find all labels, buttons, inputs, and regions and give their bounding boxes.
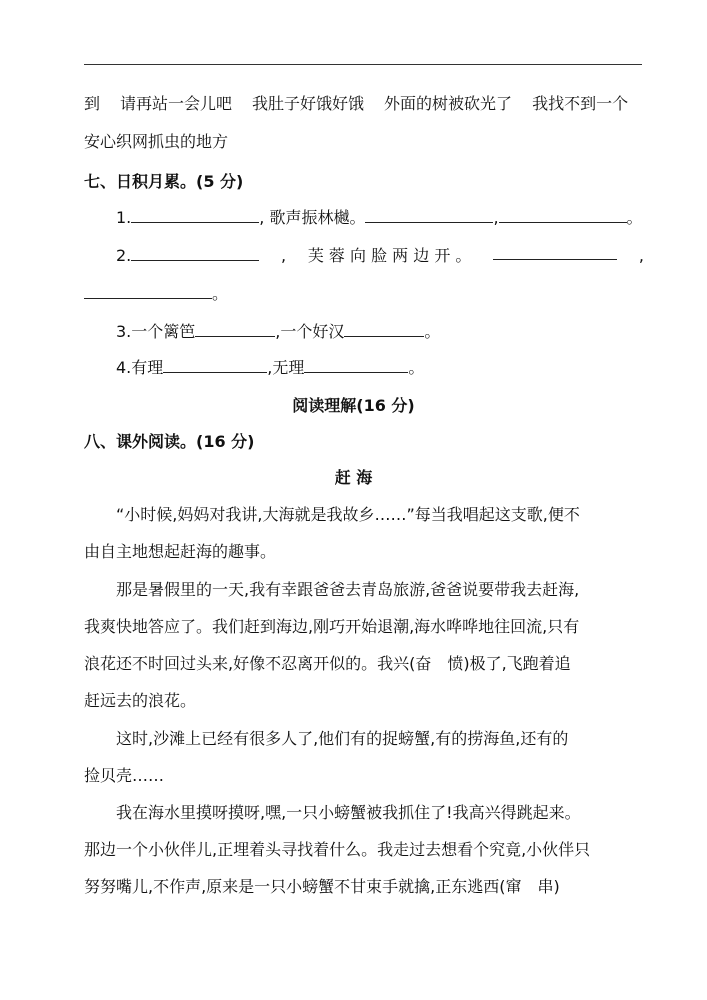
passage-line: 这时,沙滩上已经有很多人了,他们有的捉螃蟹,有的捞海鱼,还有的 [116, 729, 569, 748]
passage-line: 我爽快地答应了。我们赶到海边,刚巧开始退潮,海水哗哗地往回流,只有 [84, 617, 580, 636]
section-heading: 七、日积月累。(5 分) [84, 172, 244, 191]
option-item: 外面的树被砍光了 [384, 94, 513, 113]
section-heading: 八、课外阅读。(16 分) [84, 432, 255, 451]
answer-blank[interactable] [365, 207, 493, 223]
question-2: 2. , 芙 蓉 向 脸 两 边 开 。 , [116, 246, 644, 265]
passage-line: 那是暑假里的一天,我有幸跟爸爸去青岛旅游,爸爸说要带我去赶海, [116, 580, 580, 599]
question-1: 1. , 歌声振林樾。 , 。 [116, 208, 643, 227]
option-item: 我找不到一个 [532, 94, 629, 113]
answer-blank[interactable] [131, 245, 259, 261]
answer-blank[interactable] [131, 207, 259, 223]
option-row-continued: 安心织网抓虫的地方 [84, 132, 229, 151]
answer-blank[interactable] [499, 207, 627, 223]
answer-blank[interactable] [195, 321, 275, 337]
answer-blank[interactable] [84, 283, 212, 299]
passage-line: 由自主地想起赶海的趣事。 [84, 542, 277, 561]
reading-section-title: 阅读理解(16 分) [292, 396, 415, 415]
question-4: 4.有理 ,无理 。 [116, 358, 425, 377]
passage-line: “小时候,妈妈对我讲,大海就是我故乡……”每当我唱起这支歌,便不 [116, 505, 580, 524]
answer-blank[interactable] [344, 321, 424, 337]
passage-line: 捡贝壳…… [84, 766, 165, 785]
header-rule [84, 64, 642, 65]
passage-line: 我在海水里摸呀摸呀,嘿,一只小螃蟹被我抓住了!我高兴得跳起来。 [116, 803, 581, 822]
passage-line: 浪花还不时回过头来,好像不忍离开似的。我兴(奋 愤)极了,飞跑着追 [84, 654, 571, 673]
passage-line: 赶远去的浪花。 [84, 691, 197, 710]
question-2-continued: 。 [84, 282, 644, 306]
option-item: 到 [84, 94, 101, 113]
answer-blank[interactable] [493, 244, 617, 260]
question-3: 3.一个篱笆 ,一个好汉 。 [116, 322, 441, 341]
passage-line: 努努嘴儿,不作声,原来是一只小螃蟹不甘束手就擒,正东逃西(窜 串) [84, 877, 560, 896]
answer-blank[interactable] [163, 357, 267, 373]
option-item: 请再站一会儿吧 [120, 94, 233, 113]
passage-title: 赶 海 [334, 468, 373, 487]
passage-line: 那边一个小伙伴儿,正埋着头寻找着什么。我走过去想看个究竟,小伙伴只 [84, 840, 591, 859]
option-row [84, 92, 644, 116]
answer-blank[interactable] [304, 357, 408, 373]
option-item: 我肚子好饿好饿 [252, 94, 365, 113]
